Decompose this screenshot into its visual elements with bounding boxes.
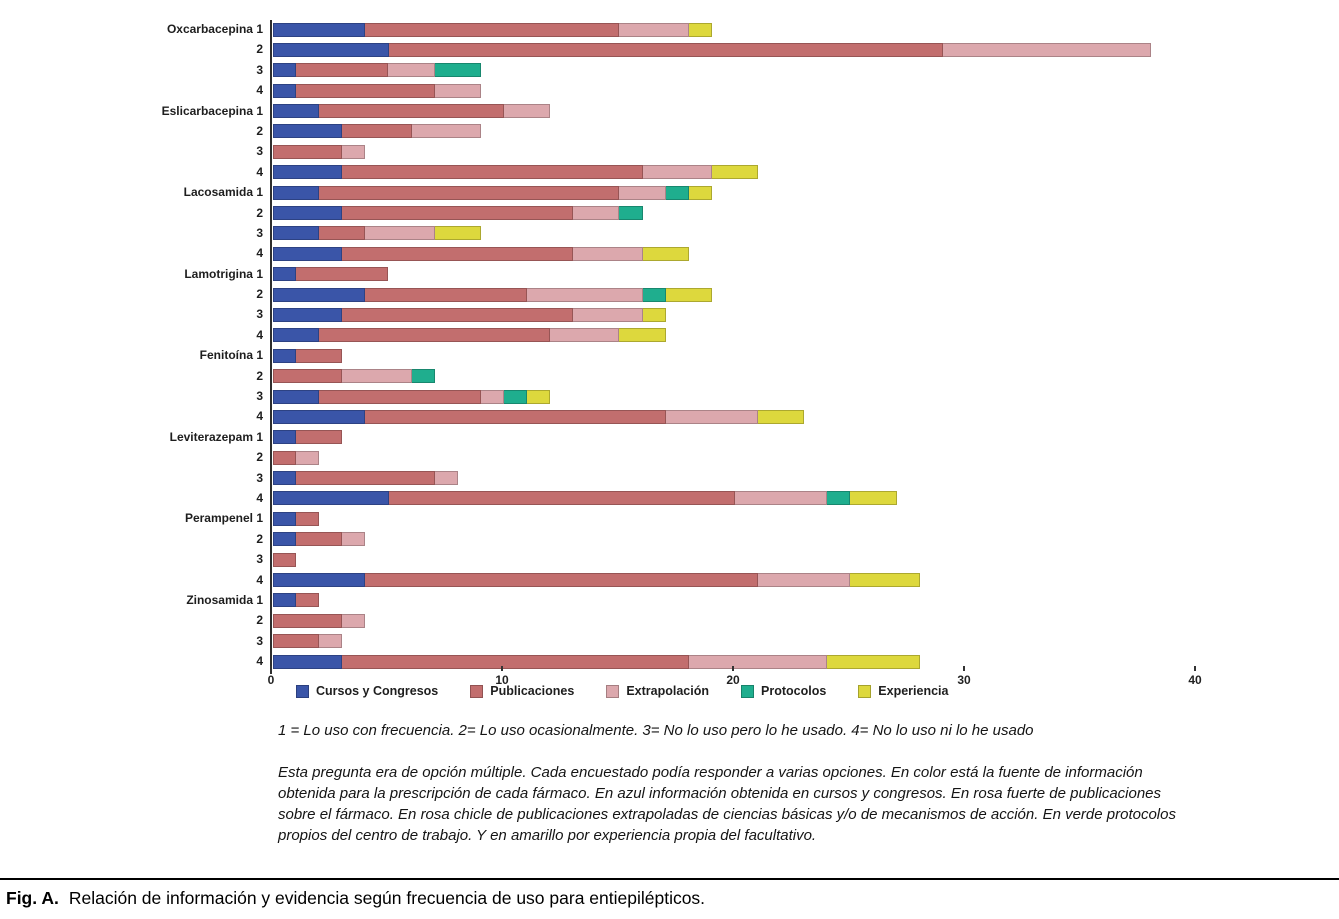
- bar-segment-2: [296, 451, 319, 465]
- x-tick-mark: [732, 666, 734, 671]
- bar-segment-2: [550, 328, 619, 342]
- bar-segment-1: [296, 84, 435, 98]
- bar-row: [0, 550, 1151, 570]
- bar-segment-2: [481, 390, 504, 404]
- chart-legend: [296, 684, 948, 698]
- bar-segment-1: [365, 23, 619, 37]
- bar-row: [0, 142, 1151, 162]
- bar-segment-2: [365, 226, 434, 240]
- bar-stack: [273, 247, 689, 261]
- bar-row: [0, 61, 1151, 81]
- bar-segment-2: [758, 573, 850, 587]
- row-label: 4: [256, 246, 263, 261]
- bar-segment-2: [435, 471, 458, 485]
- row-label: Lacosamida 1: [183, 185, 263, 200]
- bar-segment-4: [758, 410, 804, 424]
- bar-segment-1: [365, 573, 758, 587]
- bar-segment-4: [850, 573, 919, 587]
- bar-segment-1: [296, 532, 342, 546]
- bar-row: [0, 387, 1151, 407]
- legend-label: Protocolos: [761, 684, 827, 698]
- bar-segment-3: [643, 288, 666, 302]
- bar-stack: [273, 267, 388, 281]
- bar-segment-2: [342, 614, 365, 628]
- bar-segment-2: [573, 247, 642, 261]
- x-tick-label: 0: [267, 673, 275, 687]
- bar-row: [0, 367, 1151, 387]
- bar-row: [0, 81, 1151, 101]
- bar-stack: [273, 63, 481, 77]
- bar-segment-1: [342, 206, 573, 220]
- bar-segment-1: [319, 104, 504, 118]
- bar-row: [0, 163, 1151, 183]
- bar-stack: [273, 410, 804, 424]
- bar-segment-0: [273, 104, 319, 118]
- legend-item: [296, 684, 438, 698]
- legend-swatch-icon: [606, 685, 619, 698]
- bar-row: [0, 509, 1151, 529]
- bar-row: [0, 244, 1151, 264]
- bar-segment-3: [504, 390, 527, 404]
- bar-stack: [273, 471, 458, 485]
- row-label: 2: [256, 123, 263, 138]
- description-paragraph: Esta pregunta era de opción múltiple. Cada encuestado podía responder a varias opciones. En color está la fuente de información obtenida para la prescripción de cada fármaco. En azul información obtenida en cursos y congresos. En rosa fuerte de publicaciones sobre el fármaco. En rosa chicle de publicaciones extrapoladas de ciencias básicas y/o de mecanismos de acción. En verde protocolos propios del centro de trabajo. Y en amarillo por experiencia propia del facultativo.: [278, 764, 1176, 844]
- bar-stack: [273, 451, 319, 465]
- bar-segment-1: [319, 390, 481, 404]
- legend-swatch-icon: [741, 685, 754, 698]
- bar-segment-2: [319, 634, 342, 648]
- row-label: 2: [256, 531, 263, 546]
- bar-stack: [273, 288, 712, 302]
- x-tick-label: 40: [1188, 673, 1202, 687]
- bar-segment-0: [273, 84, 296, 98]
- plot-rows: [0, 20, 1151, 673]
- bar-segment-4: [712, 165, 758, 179]
- x-tick-label: 10: [495, 673, 509, 687]
- bar-segment-0: [273, 512, 296, 526]
- row-label: 2: [256, 613, 263, 628]
- legend-label: Cursos y Congresos: [316, 684, 439, 698]
- bar-segment-0: [273, 655, 342, 669]
- row-label: Oxcarbacepina 1: [166, 22, 263, 36]
- bar-stack: [273, 430, 342, 444]
- bar-stack: [273, 328, 666, 342]
- bar-stack: [273, 165, 758, 179]
- bar-segment-2: [388, 63, 434, 77]
- bar-segment-0: [273, 349, 296, 363]
- bar-stack: [273, 349, 342, 363]
- x-tick-mark: [270, 666, 272, 671]
- bar-segment-1: [296, 63, 388, 77]
- row-label: Eslicarbacepina 1: [161, 103, 263, 118]
- bar-segment-4: [527, 390, 550, 404]
- row-label: 4: [256, 327, 263, 342]
- bar-segment-1: [273, 451, 296, 465]
- row-label: 4: [256, 654, 263, 669]
- bar-row: [0, 122, 1151, 142]
- bar-segment-3: [435, 63, 481, 77]
- bar-segment-0: [273, 23, 365, 37]
- bar-row: [0, 305, 1151, 325]
- bar-stack: [273, 532, 365, 546]
- bar-row: [0, 530, 1151, 550]
- bar-segment-1: [273, 145, 342, 159]
- bar-segment-2: [943, 43, 1151, 57]
- row-label: 3: [256, 552, 263, 567]
- x-tick-mark: [1194, 666, 1196, 671]
- bar-stack: [273, 390, 550, 404]
- caption-divider: [0, 878, 1339, 880]
- x-tick-mark: [963, 666, 965, 671]
- bar-segment-1: [342, 247, 573, 261]
- bar-segment-1: [273, 369, 342, 383]
- bar-segment-1: [296, 267, 388, 281]
- legend-item: [606, 684, 709, 698]
- bar-segment-4: [827, 655, 919, 669]
- bar-segment-0: [273, 63, 296, 77]
- bar-segment-2: [573, 308, 642, 322]
- bar-segment-1: [342, 165, 642, 179]
- bar-segment-2: [619, 186, 665, 200]
- bar-segment-1: [296, 593, 319, 607]
- row-label: Perampenel 1: [184, 511, 263, 526]
- bar-stack: [273, 186, 712, 200]
- bar-segment-1: [389, 491, 736, 505]
- bar-stack: [273, 226, 481, 240]
- bar-segment-2: [573, 206, 619, 220]
- bar-segment-0: [273, 308, 342, 322]
- bar-stack: [273, 512, 319, 526]
- scale-footnote: 1 = Lo uso con frecuencia. 2= Lo uso ocasionalmente. 3= No lo uso pero lo he usado. 4= No lo uso ni lo he usado: [278, 722, 1034, 739]
- bar-row: [0, 652, 1151, 672]
- bar-stack: [273, 553, 296, 567]
- bar-row: [0, 428, 1151, 448]
- row-label: 3: [256, 62, 263, 77]
- bar-row: [0, 591, 1151, 611]
- bar-row: [0, 265, 1151, 285]
- bar-segment-1: [296, 471, 435, 485]
- bar-segment-2: [689, 655, 828, 669]
- bar-segment-4: [643, 308, 666, 322]
- caption-text: Relación de información y evidencia según frecuencia de uso para entiepilépticos.: [68, 888, 706, 908]
- caption-label: Fig. A.: [6, 888, 59, 908]
- bar-stack: [273, 145, 365, 159]
- row-label: 4: [256, 572, 263, 587]
- row-label: Fenitoína 1: [199, 348, 263, 363]
- row-label: 3: [256, 470, 263, 485]
- bar-segment-0: [273, 471, 296, 485]
- bar-segment-0: [273, 410, 365, 424]
- bar-stack: [273, 634, 342, 648]
- bar-segment-1: [365, 288, 527, 302]
- bar-segment-0: [273, 430, 296, 444]
- bar-stack: [273, 369, 435, 383]
- bar-stack: [273, 491, 897, 505]
- bar-row: [0, 102, 1151, 122]
- bar-stack: [273, 308, 666, 322]
- bar-row: [0, 611, 1151, 631]
- bar-segment-0: [273, 165, 342, 179]
- bar-segment-0: [273, 288, 365, 302]
- bar-segment-0: [273, 43, 389, 57]
- bar-segment-0: [273, 247, 342, 261]
- bar-segment-1: [319, 186, 619, 200]
- bar-stack: [273, 84, 481, 98]
- bar-stack: [273, 593, 319, 607]
- figure-caption: [6, 888, 705, 909]
- bar-row: [0, 326, 1151, 346]
- bar-row: [0, 571, 1151, 591]
- bar-row: [0, 489, 1151, 509]
- bar-row: [0, 224, 1151, 244]
- legend-swatch-icon: [470, 685, 483, 698]
- bar-segment-4: [689, 186, 712, 200]
- bar-row: [0, 285, 1151, 305]
- bar-row: [0, 346, 1151, 366]
- bar-segment-2: [619, 23, 688, 37]
- x-tick-label: 30: [957, 673, 971, 687]
- row-label: Leviterazepam 1: [169, 429, 263, 444]
- bar-stack: [273, 614, 365, 628]
- bar-stack: [273, 43, 1151, 57]
- bar-segment-3: [619, 206, 642, 220]
- bar-segment-1: [319, 226, 365, 240]
- bar-row: [0, 20, 1151, 40]
- row-label: 3: [256, 144, 263, 159]
- bar-segment-4: [850, 491, 896, 505]
- x-tick-label: 20: [726, 673, 740, 687]
- bar-segment-2: [342, 145, 365, 159]
- bar-stack: [273, 206, 643, 220]
- row-label: 2: [256, 42, 263, 57]
- bar-segment-1: [389, 43, 943, 57]
- row-label: 3: [256, 389, 263, 404]
- bar-row: [0, 632, 1151, 652]
- bar-segment-0: [273, 593, 296, 607]
- row-label: 3: [256, 225, 263, 240]
- bar-segment-2: [504, 104, 550, 118]
- bar-segment-2: [666, 410, 758, 424]
- row-label: 4: [256, 409, 263, 424]
- bar-segment-3: [412, 369, 435, 383]
- legend-label: Publicaciones: [490, 684, 575, 698]
- bar-segment-1: [273, 553, 296, 567]
- bar-segment-2: [527, 288, 643, 302]
- row-label: 3: [256, 307, 263, 322]
- row-label: Lamotrigina 1: [184, 266, 263, 281]
- bar-segment-2: [412, 124, 481, 138]
- bar-segment-0: [273, 390, 319, 404]
- legend-item: [741, 684, 826, 698]
- legend-item: [858, 684, 948, 698]
- bar-segment-1: [342, 308, 573, 322]
- bar-segment-3: [827, 491, 850, 505]
- legend-item: [470, 684, 574, 698]
- bar-segment-0: [273, 124, 342, 138]
- bar-segment-4: [689, 23, 712, 37]
- legend-label: Experiencia: [878, 684, 949, 698]
- bar-row: [0, 407, 1151, 427]
- row-label: 4: [256, 83, 263, 98]
- bar-segment-1: [319, 328, 550, 342]
- bar-segment-4: [666, 288, 712, 302]
- bar-segment-0: [273, 206, 342, 220]
- bar-segment-4: [619, 328, 665, 342]
- bar-segment-4: [435, 226, 481, 240]
- legend-swatch-icon: [858, 685, 871, 698]
- bar-segment-1: [342, 655, 689, 669]
- bar-segment-1: [273, 634, 319, 648]
- row-label: Zinosamida 1: [186, 592, 263, 607]
- bar-segment-1: [296, 349, 342, 363]
- row-label: 2: [256, 205, 263, 220]
- bar-segment-0: [273, 226, 319, 240]
- bar-segment-4: [643, 247, 689, 261]
- bar-stack: [273, 655, 920, 669]
- legend-swatch-icon: [296, 685, 309, 698]
- row-label: 2: [256, 368, 263, 383]
- bar-row: [0, 183, 1151, 203]
- bar-segment-2: [643, 165, 712, 179]
- bar-segment-2: [342, 369, 411, 383]
- bar-segment-3: [666, 186, 689, 200]
- bar-segment-2: [735, 491, 827, 505]
- bar-row: [0, 448, 1151, 468]
- bar-stack: [273, 104, 550, 118]
- bar-segment-2: [342, 532, 365, 546]
- bar-segment-0: [273, 573, 365, 587]
- row-label: 4: [256, 490, 263, 505]
- bar-segment-2: [435, 84, 481, 98]
- row-label: 2: [256, 450, 263, 465]
- bar-segment-0: [273, 532, 296, 546]
- bar-segment-1: [296, 430, 342, 444]
- bar-segment-0: [273, 267, 296, 281]
- bar-segment-1: [342, 124, 411, 138]
- bar-stack: [273, 124, 481, 138]
- bar-stack: [273, 573, 920, 587]
- bar-segment-0: [273, 328, 319, 342]
- bar-row: [0, 204, 1151, 224]
- bar-stack: [273, 23, 712, 37]
- row-label: 2: [256, 287, 263, 302]
- bar-segment-0: [273, 491, 389, 505]
- bar-segment-0: [273, 186, 319, 200]
- bar-segment-1: [273, 614, 342, 628]
- row-label: 3: [256, 633, 263, 648]
- legend-label: Extrapolación: [626, 684, 709, 698]
- bar-segment-1: [296, 512, 319, 526]
- row-label: 4: [256, 164, 263, 179]
- bar-row: [0, 469, 1151, 489]
- bar-row: [0, 40, 1151, 60]
- bar-segment-1: [365, 410, 665, 424]
- x-tick-mark: [501, 666, 503, 671]
